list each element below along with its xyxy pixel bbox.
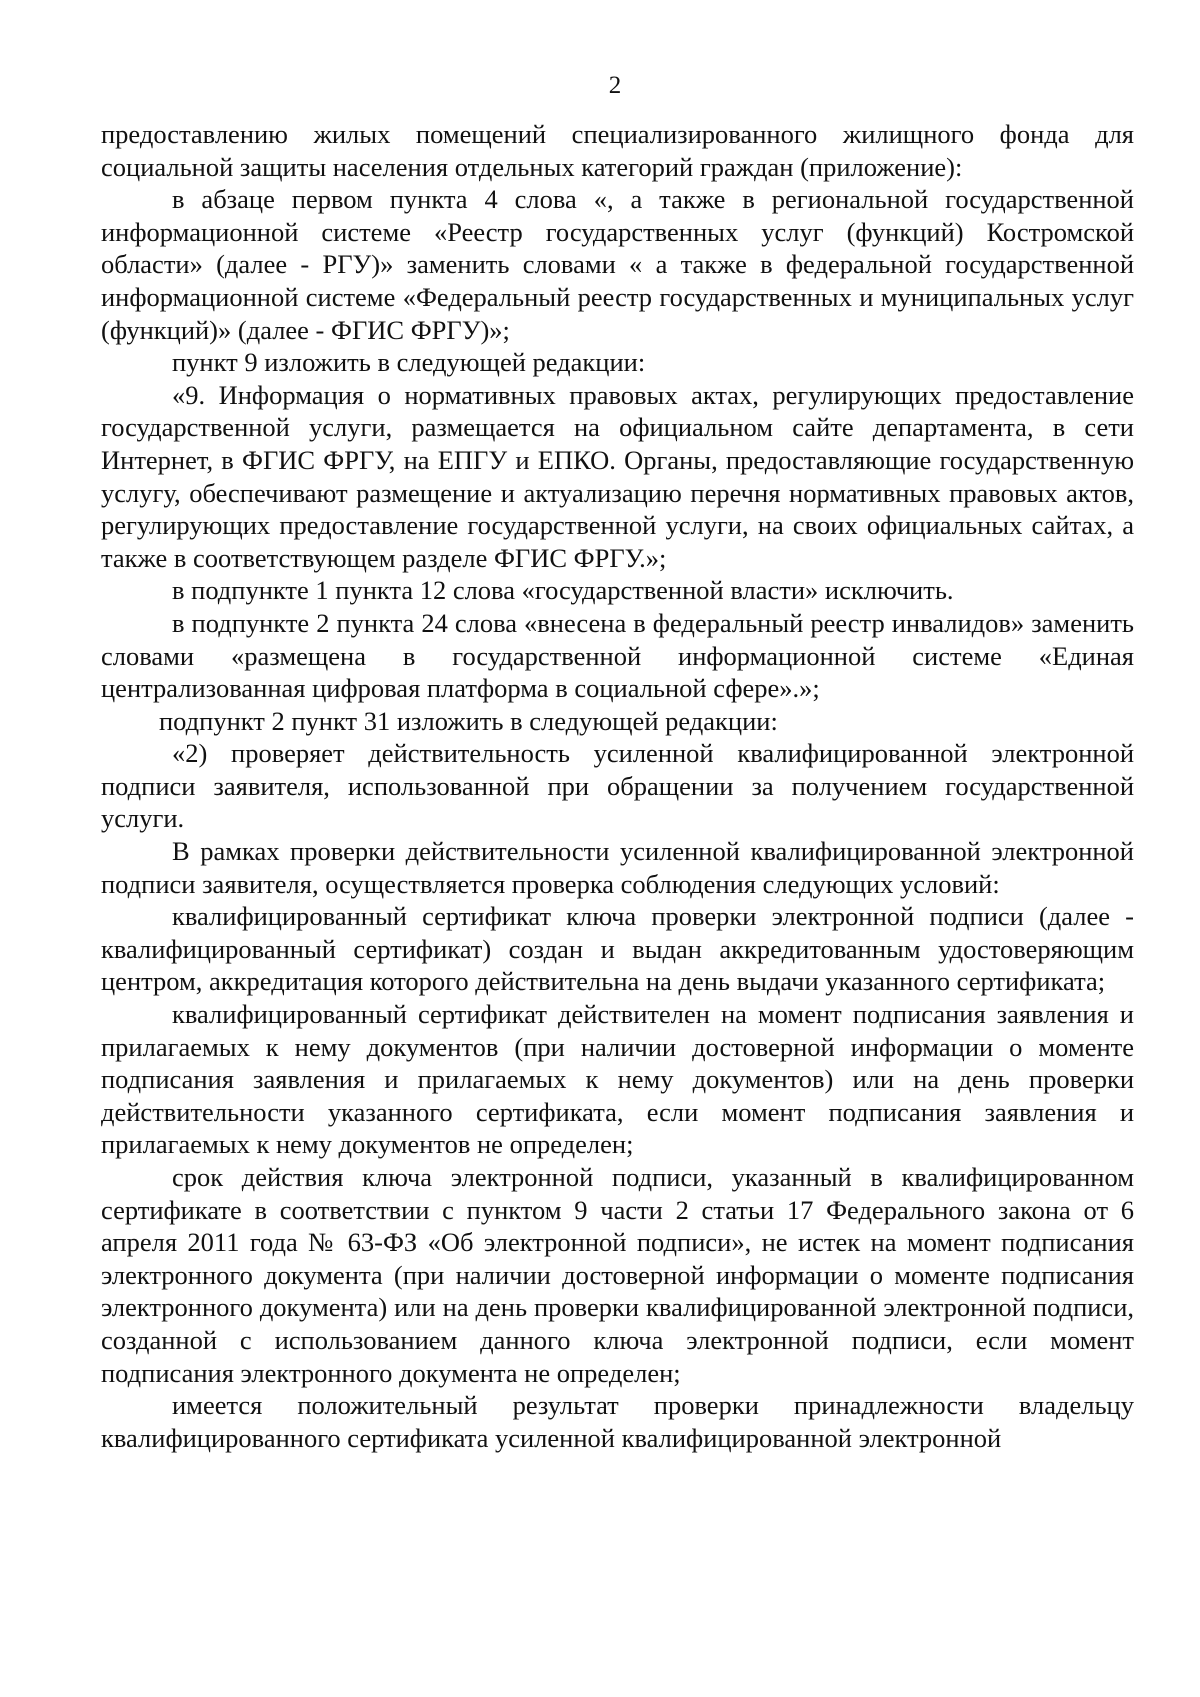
paragraph-item-24: в подпункте 2 пункта 24 слова «внесена в федеральный реестр инвалидов» заменить словами «размещена в государственной информационной системе «Единая централизованная цифровая платформа в социальной сфере».»; (101, 607, 1134, 704)
paragraph-item-9-text: «9. Информация о нормативных правовых актах, регулирующих предоставление государственной услуги, размещается на официальном сайте департамента, в сети Интернет, в ФГИС ФРГУ, на ЕПГУ и ЕПКО. Органы, предоставляющие государственную услугу, обеспечивают размещение и актуализацию перечня нормативных правовых актов, регулирующих предоставление государственной услуги, на своих официальных сайтах, а также в соответствующем разделе ФГИС ФРГУ.»; (101, 379, 1134, 573)
paragraph-condition-key-term: срок действия ключа электронной подписи, указанный в квалифицированном сертификате в соответствии с пунктом 9 части 2 статьи 17 Федерального закона от 6 апреля 2011 года № 63-ФЗ «Об электронной подписи», не истек на момент подписания электронного документа (при наличии достоверной информации о моменте подписания электронного документа) или на день проверки квалифицированной электронной подписи, созданной с использованием данного ключа электронной подписи, если момент подписания электронного документа не определен; (101, 1162, 1134, 1388)
paragraph-condition-certificate-valid: квалифицированный сертификат действителен на момент подписания заявления и прилагаемых к нему документов (при наличии достоверной информации о моменте подписания заявления и прилагаемых к нему документов) или на день проверки действительности указанного сертификата, если момент подписания заявления и прилагаемых к нему документов не определен; (101, 999, 1134, 1160)
paragraph-item-4: в абзаце первом пункта 4 слова «, а также в региональной государственной информационной системе «Реестр государственных услуг (функций) Костромской области» (далее - РГУ)» заменить словами « а также в федеральной государственной информационной системе «Федеральный реестр государственных и муниципальных услуг (функций)» (далее - ФГИС ФРГУ)»; (101, 184, 1134, 345)
paragraph-condition-ownership: имеется положительный результат проверки принадлежности владельцу квалифицированного сертификата усиленной квалифицированной электронной (101, 1390, 1134, 1453)
paragraph-item-31-intro: подпункт 2 пункт 31 изложить в следующей редакции: (159, 705, 778, 736)
document-body (101, 118, 1134, 1454)
paragraph-continuation: предоставлению жилых помещений специализированного жилищного фонда для социальной защиты населения отдельных категорий граждан (приложение): (101, 119, 1134, 182)
paragraph-item-31-text: «2) проверяет действительность усиленной квалифицированной электронной подписи заявителя, использованной при обращении за получением государственной услуги. (101, 738, 1134, 834)
paragraph-item-12: в подпункте 1 пункта 12 слова «государственной власти» исключить. (172, 575, 954, 606)
paragraph-verification-conditions: В рамках проверки действительности усиленной квалифицированной электронной подписи заявителя, осуществляется проверка соблюдения следующих условий: (101, 836, 1134, 899)
paragraph-item-9-intro: пункт 9 изложить в следующей редакции: (172, 347, 646, 378)
page-number: 2 (608, 72, 622, 99)
paragraph-condition-certificate-issued: квалифицированный сертификат ключа проверки электронной подписи (далее - квалифицированный сертификат) создан и выдан аккредитованным удостоверяющим центром, аккредитация которого действительна на день выдачи указанного сертификата; (101, 901, 1134, 997)
